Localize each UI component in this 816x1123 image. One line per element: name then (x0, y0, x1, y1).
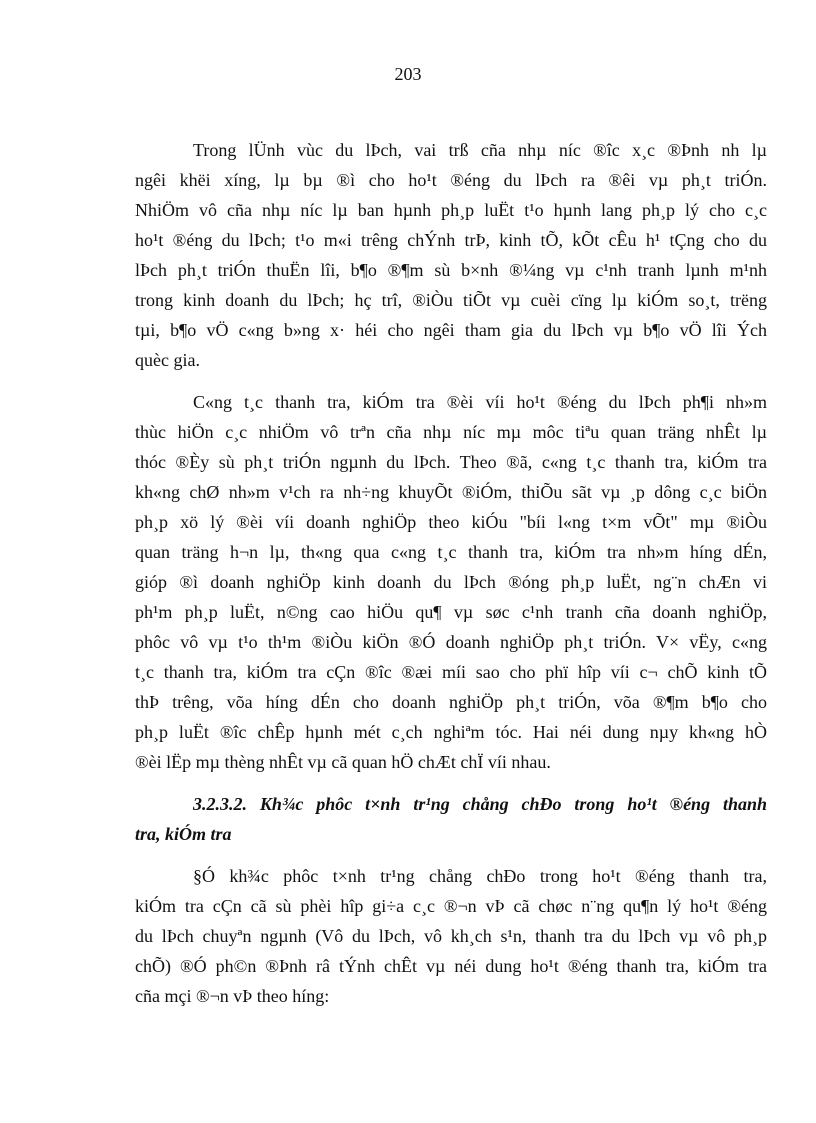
text-line: thÞ trêng, võa híng dÉn cho doanh nghiÖp ph¸t triÓn, võa ®¶m b¶o cho (135, 692, 767, 712)
text-line: quèc gia. (135, 350, 200, 370)
text-line: ph¹m ph¸p luËt, n©ng cao hiÖu qu¶ vµ søc c¹nh tranh cña doanh nghiÖp, (135, 602, 767, 622)
page-number: 203 (394, 64, 422, 84)
paragraph-3 (135, 861, 767, 1011)
text-line: ngêi khëi xíng, lµ bµ ®ì cho ho¹t ®éng du lÞch ra ®êi vµ ph¸t triÓn. (135, 170, 767, 190)
text-line: Trong lÜnh vùc du lÞch, vai trß cña nhµ níc ®îc x¸c ®Þnh nh lµ (193, 140, 767, 160)
text-line: gióp ®ì doanh nghiÖp kinh doanh du lÞch ®óng ph¸p luËt, ng¨n chÆn vi (135, 572, 767, 592)
text-line: thóc ®Èy sù ph¸t triÓn ngµnh du lÞch. Theo ®ã, c«ng t¸c thanh tra, kiÓm tra (135, 452, 767, 472)
text-line: trong kinh doanh du lÞch; hç trî, ®iÒu tiÕt vµ cuèi cïng lµ kiÓm so¸t, trëng (135, 290, 767, 310)
text-line: kiÓm tra cÇn cã sù phèi hîp gi÷a c¸c ®¬n vÞ cã chøc n¨ng qu¶n lý ho¹t ®éng (135, 896, 767, 916)
text-line: ph¸p xö lý ®èi víi doanh nghiÖp theo kiÓu "bíi l«ng t×m vÕt" mµ ®iÒu (135, 512, 767, 532)
text-line: du lÞch chuyªn ngµnh (Vô du lÞch, vô kh¸ch s¹n, thanh tra du lÞch vµ vô ph¸p (135, 926, 767, 946)
text-line: thùc hiÖn c¸c nhiÖm vô trªn cña nhµ níc mµ môc tiªu quan träng nhÊt lµ (135, 422, 767, 442)
text-line: cña mçi ®¬n vÞ theo híng: (135, 986, 330, 1006)
text-line: ®èi lËp mµ thèng nhÊt vµ cã quan hÖ chÆt chÏ víi nhau. (135, 752, 551, 772)
text-line: §Ó kh¾c phôc t×nh tr¹ng chång chÐo trong ho¹t ®éng thanh tra, (193, 866, 767, 886)
text-line: C«ng t¸c thanh tra, kiÓm tra ®èi víi ho¹t ®éng du lÞch ph¶i nh»m (193, 392, 767, 412)
text-line: NhiÖm vô cña nhµ níc lµ ban hµnh ph¸p luËt t¹o hµnh lang ph¸p lý cho c¸c (135, 200, 767, 220)
text-line: t¸c thanh tra, kiÓm tra cÇn ®îc ®æi míi sao cho phï hîp víi c¬ chÕ kinh tÕ (135, 662, 767, 682)
text-line: kh«ng chØ nh»m v¹ch ra nh÷ng khuyÕt ®iÓm, thiÕu sãt vµ ¸p dông c¸c biÖn (135, 482, 767, 502)
text-line: lÞch ph¸t triÓn thuËn lîi, b¶o ®¶m sù b×nh ®¼ng vµ c¹nh tranh lµnh m¹nh (135, 260, 767, 280)
section-heading (135, 789, 767, 849)
document-body (135, 135, 767, 1023)
paragraph-1 (135, 135, 767, 375)
text-line: chÕ) ®Ó ph©n ®Þnh râ tÝnh chÊt vµ néi dung ho¹t ®éng thanh tra, kiÓm tra (135, 956, 767, 976)
text-line: tµi, b¶o vÖ c«ng b»ng x· héi cho ngêi tham gia du lÞch vµ b¶o vÖ lîi Ých (135, 320, 767, 340)
text-line: phôc vô vµ t¹o th¹m ®iÒu kiÖn ®Ó doanh nghiÖp ph¸t triÓn. V× vËy, c«ng (135, 632, 767, 652)
heading-line: 3.2.3.2. Kh¾c phôc t×nh tr¹ng chång chÐo trong ho¹t ®éng thanh (193, 794, 767, 814)
text-line: ho¹t ®éng du lÞch; t¹o m«i trêng chÝnh trÞ, kinh tÕ, kÕt cÊu h¹ tÇng cho du (135, 230, 767, 250)
paragraph-2 (135, 387, 767, 777)
text-line: quan träng h¬n lµ, th«ng qua c«ng t¸c thanh tra, kiÓm tra nh»m híng dÉn, (135, 542, 767, 562)
heading-line: tra, kiÓm tra (135, 824, 232, 844)
text-line: ph¸p luËt ®îc chÊp hµnh mét c¸ch nghiªm tóc. Hai néi dung nµy kh«ng hÒ (135, 722, 767, 742)
